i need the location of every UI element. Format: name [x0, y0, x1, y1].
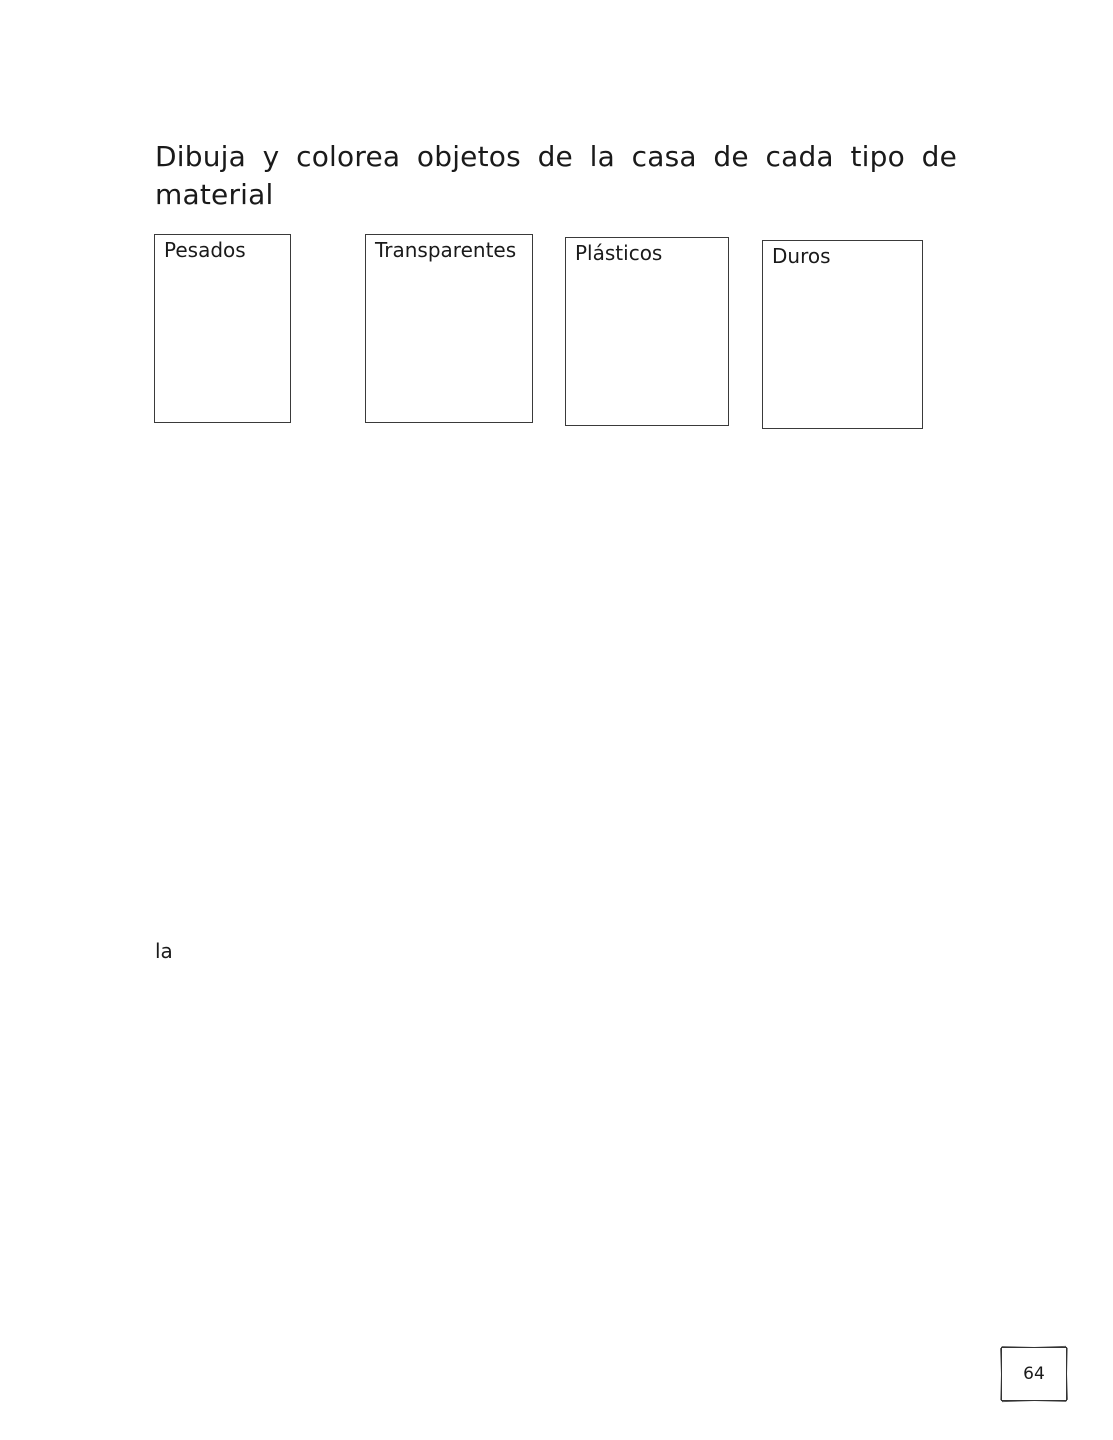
box-label: Duros	[772, 244, 831, 268]
instruction-text: Dibuja y colorea objetos de la casa de cada tipo de material	[155, 140, 957, 211]
drawing-box-transparentes[interactable]	[365, 234, 533, 423]
box-label: Transparentes	[375, 238, 517, 262]
drawing-box-duros[interactable]	[762, 240, 923, 429]
box-label: Pesados	[164, 238, 246, 262]
drawing-box-plasticos[interactable]	[565, 237, 729, 426]
page-number-badge	[998, 1344, 1072, 1406]
stray-text: la	[155, 939, 173, 963]
box-label: Plásticos	[575, 241, 663, 265]
page-number: 64	[1023, 1364, 1045, 1384]
drawing-box-pesados[interactable]	[154, 234, 291, 423]
